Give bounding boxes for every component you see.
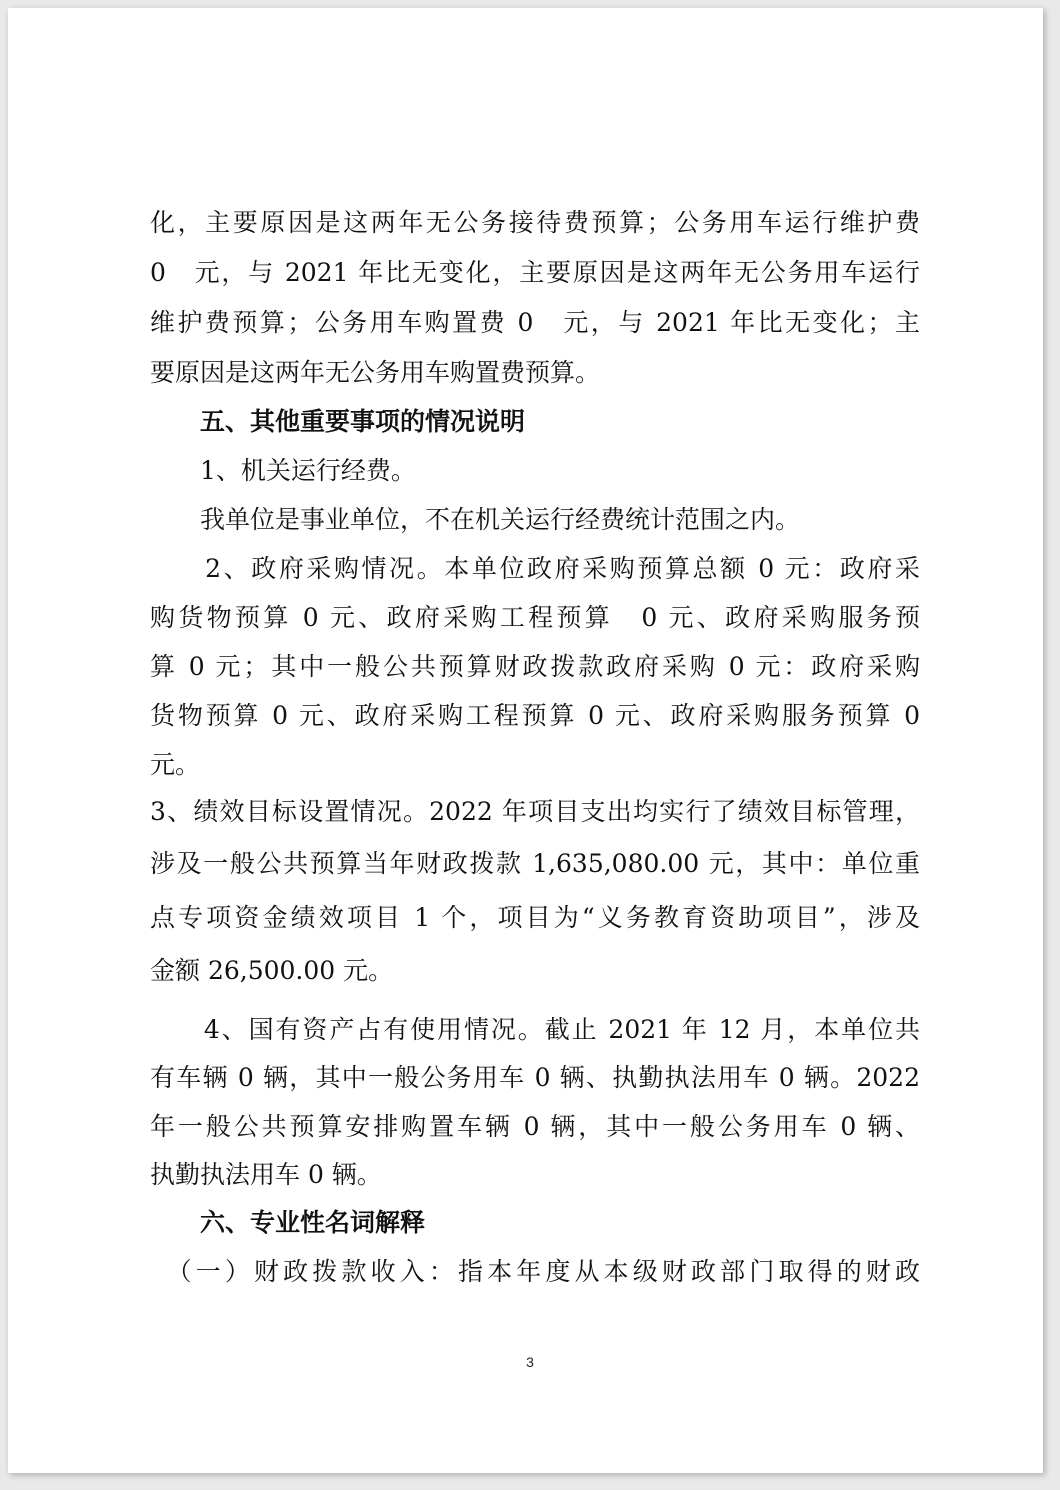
text-line-1: 化，主要原因是这两年无公务接待费预算；公务用车运行维护费 — [150, 208, 920, 237]
text-line-15: 点专项资金绩效项目 1 个，项目为“义务教育资助项目”，涉及 — [150, 903, 920, 932]
text-line-3: 维护费预算；公务用车购置费 0 元，与 2021 年比无变化；主 — [150, 308, 920, 337]
text-line-18: 有车辆 0 辆，其中一般公务用车 0 辆、执勤执法用车 0 辆。2022 — [150, 1063, 920, 1092]
section-heading-5: 五、其他重要事项的情况说明 — [150, 407, 526, 436]
text-line-19: 年一般公共预算安排购置车辆 0 辆，其中一般公务用车 0 辆、 — [150, 1112, 920, 1141]
text-line-8: 2、政府采购情况。本单位政府采购预算总额 0 元：政府采 — [150, 554, 920, 583]
text-line-12: 元。 — [150, 750, 201, 779]
text-line-22: （一）财政拨款收入：指本年度从本级财政部门取得的财政 — [150, 1257, 920, 1286]
text-line-6: 1、机关运行经费。 — [150, 456, 416, 485]
text-line-2: 0 元，与 2021 年比无变化，主要原因是这两年无公务用车运行 — [150, 258, 920, 287]
text-line-13: 3、绩效目标设置情况。2022 年项目支出均实行了绩效目标管理， — [150, 797, 920, 826]
text-line-11: 货物预算 0 元、政府采购工程预算 0 元、政府采购服务预算 0 — [150, 701, 920, 730]
text-line-20: 执勤执法用车 0 辆。 — [150, 1160, 382, 1189]
text-line-4: 要原因是这两年无公务用车购置费预算。 — [150, 358, 601, 387]
text-line-14: 涉及一般公共预算当年财政拨款 1,635,080.00 元，其中：单位重 — [150, 849, 920, 878]
text-line-17: 4、国有资产占有使用情况。截止 2021 年 12 月，本单位共 — [150, 1015, 920, 1044]
text-line-16: 金额 26,500.00 元。 — [150, 956, 394, 985]
section-heading-21: 六、专业性名词解释 — [150, 1208, 426, 1237]
page-number: 3 — [526, 1354, 534, 1370]
text-line-10: 算 0 元；其中一般公共预算财政拨款政府采购 0 元：政府采购 — [150, 652, 920, 681]
text-line-7: 我单位是事业单位，不在机关运行经费统计范围之内。 — [150, 505, 801, 534]
text-line-9: 购货物预算 0 元、政府采购工程预算 0 元、政府采购服务预 — [150, 603, 920, 632]
